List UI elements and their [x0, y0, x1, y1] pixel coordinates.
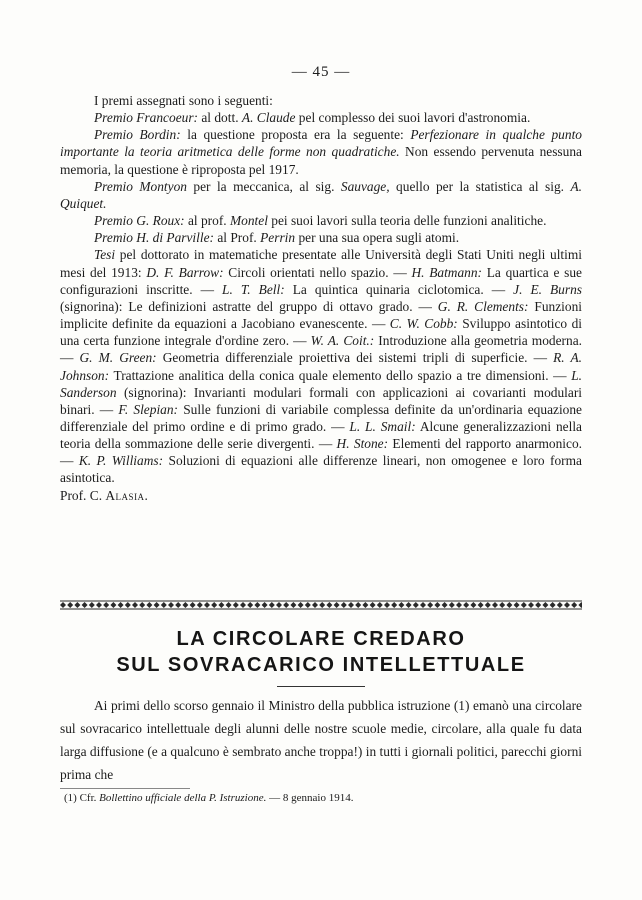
divider-diamond — [550, 602, 556, 608]
ornamental-divider — [60, 598, 582, 612]
divider-diamond — [535, 602, 541, 608]
footnote-rule — [60, 788, 190, 789]
divider-diamond — [89, 602, 95, 608]
divider-diamond — [370, 602, 376, 608]
divider-diamond — [312, 602, 318, 608]
prize-paragraph: Premio Francoeur: al dott. A. Claude pel complesso dei suoi lavori d'astronomia. — [94, 110, 531, 126]
divider-diamond — [110, 602, 116, 608]
divider-diamond — [60, 602, 66, 608]
divider-diamond — [161, 602, 167, 608]
footnote: (1) Cfr. Bollettino ufficiale della P. Istruzione. — 8 gennaio 1914. — [64, 792, 354, 804]
prize-paragraph: Premio Bordin: la questione proposta era la seguente: Perfezionare in qualche punto importante la teoria aritmetica delle forme non quadratiche. Non essendo pervenuta nessuna memoria, la questione è riproposta pel 1917. — [60, 127, 582, 177]
divider-diamond — [211, 602, 217, 608]
divider-diamond — [341, 602, 347, 608]
divider-diamond — [463, 602, 469, 608]
article-paragraph: Ai primi dello scorso gennaio il Ministro della pubblica istruzione (1) emanò una circolare sul sovracarico intellettuale degli alunni delle nostre scuole medie, circolare, alla quale fu data larga diffusione (e a qualcuno è sembrato anche troppa!) in tutti i giornali politici, parecchi giorni prima che — [60, 698, 582, 782]
divider-diamond — [247, 602, 253, 608]
divider-diamond — [470, 602, 476, 608]
divider-diamond — [305, 602, 311, 608]
divider-diamond — [542, 602, 548, 608]
divider-diamond — [362, 602, 368, 608]
divider-diamond — [240, 602, 246, 608]
divider-diamond — [132, 602, 138, 608]
divider-diamond — [168, 602, 174, 608]
divider-diamond — [377, 602, 383, 608]
title-underline — [277, 686, 365, 687]
divider-diamond — [434, 602, 440, 608]
prize-paragraph: Premio H. di Parville: al Prof. Perrin per una sua opera sugli atomi. — [94, 230, 460, 246]
divider-diamond — [398, 602, 404, 608]
divider-diamond — [298, 602, 304, 608]
divider-diamond — [521, 602, 527, 608]
divider-diamond — [290, 602, 296, 608]
article-body — [60, 694, 582, 786]
divider-diamond — [528, 602, 534, 608]
divider-diamond — [204, 602, 210, 608]
divider-diamond — [125, 602, 131, 608]
divider-diamond — [578, 602, 582, 608]
divider-diamond — [485, 602, 491, 608]
article-title-line-2: SUL SOVRACARICO INTELLETTUALE — [116, 654, 526, 676]
divider-diamond — [103, 602, 109, 608]
divider-diamond — [233, 602, 239, 608]
divider-diamond — [406, 602, 412, 608]
prize-paragraph: Premio Montyon per la meccanica, al sig. Sauvage, quello per la statistica al sig. A. Quiquet. — [60, 178, 582, 211]
divider-diamond — [118, 602, 124, 608]
divider-diamond — [492, 602, 498, 608]
divider-diamond — [319, 602, 325, 608]
divider-diamond — [499, 602, 505, 608]
divider-diamond — [175, 602, 181, 608]
divider-diamond — [146, 602, 152, 608]
prize-paragraph: Premio G. Roux: al prof. Montel pei suoi lavori sulla teoria delle funzioni analitiche. — [94, 213, 547, 229]
divider-diamond — [334, 602, 340, 608]
divider-diamond — [218, 602, 224, 608]
intro-paragraph: I premi assegnati sono i seguenti: — [94, 93, 273, 108]
divider-diamond — [226, 602, 232, 608]
page-number: — 45 — — [291, 64, 351, 80]
prizes-and-theses-section — [60, 92, 582, 504]
divider-diamond — [154, 602, 160, 608]
theses-paragraph: Tesi pel dottorato in matematiche presentate alle Università degli Stati Uniti negli ultimi mesi del 1913: D. F. Barrow: Circoli orientati nello spazio. — H. Batmann: La quartica e sue configurazioni inscritte. — L. T. Bell: La quintica quinaria ciclotomica. — J. E. Burns (signorina): Le definizioni astratte del gruppo di ottavo grado. — G. R. Clements: Funzioni implicite definite da equazioni a Jacobiano evanescente. — C. W. Cobb: Sviluppo asintotico di una certa funzione integrale d'ordine zero. — W. A. Coit.: Introduzione alla geometria moderna. — G. M. Green: Geometria differenziale proiettiva dei sistemi tripli di superficie. — R. A. Johnson: Trattazione analitica della conica quale elemento dello spazio a tre dimensioni. — L. Sanderson (signorina): Invarianti modulari formali con applicazioni ai covarianti modulari binari. — F. Slepian: Sulle funzioni di variabile complessa definite da un'ordinaria equazione differenziale del primo ordine e di primo grado. — L. L. Smail: Alcune generalizzazioni nella teoria della sommazione delle serie divergenti. — H. Stone: Elementi del rapporto anarmonico. — K. P. Williams: Soluzioni di equazioni alle differenze lineari, non omogenee e loro forma asintotica. — [60, 247, 583, 486]
divider-diamond — [391, 602, 397, 608]
divider-diamond — [326, 602, 332, 608]
article-title-line-1: LA CIRCOLARE CREDARO — [176, 628, 466, 650]
divider-diamond — [348, 602, 354, 608]
divider-diamond — [96, 602, 102, 608]
signature: Prof. C. Alasia. — [60, 487, 149, 503]
divider-diamond — [420, 602, 426, 608]
divider-diamond — [190, 602, 196, 608]
divider-diamond — [283, 602, 289, 608]
divider-diamond — [478, 602, 484, 608]
divider-diamond — [413, 602, 419, 608]
divider-diamond — [74, 602, 80, 608]
divider-diamond — [384, 602, 390, 608]
divider-diamond — [571, 602, 577, 608]
divider-diamond — [449, 602, 455, 608]
divider-diamond — [67, 602, 73, 608]
divider-diamond — [269, 602, 275, 608]
divider-diamond — [262, 602, 268, 608]
divider-diamond — [355, 602, 361, 608]
divider-diamond — [197, 602, 203, 608]
divider-diamond — [506, 602, 512, 608]
divider-diamond — [139, 602, 145, 608]
divider-diamond — [564, 602, 570, 608]
divider-diamond — [276, 602, 282, 608]
divider-diamond — [82, 602, 88, 608]
divider-diamond — [182, 602, 188, 608]
divider-diamond — [442, 602, 448, 608]
divider-diamond — [254, 602, 260, 608]
divider-diamond — [427, 602, 433, 608]
divider-diamond — [514, 602, 520, 608]
divider-diamond — [557, 602, 563, 608]
divider-diamond — [456, 602, 462, 608]
